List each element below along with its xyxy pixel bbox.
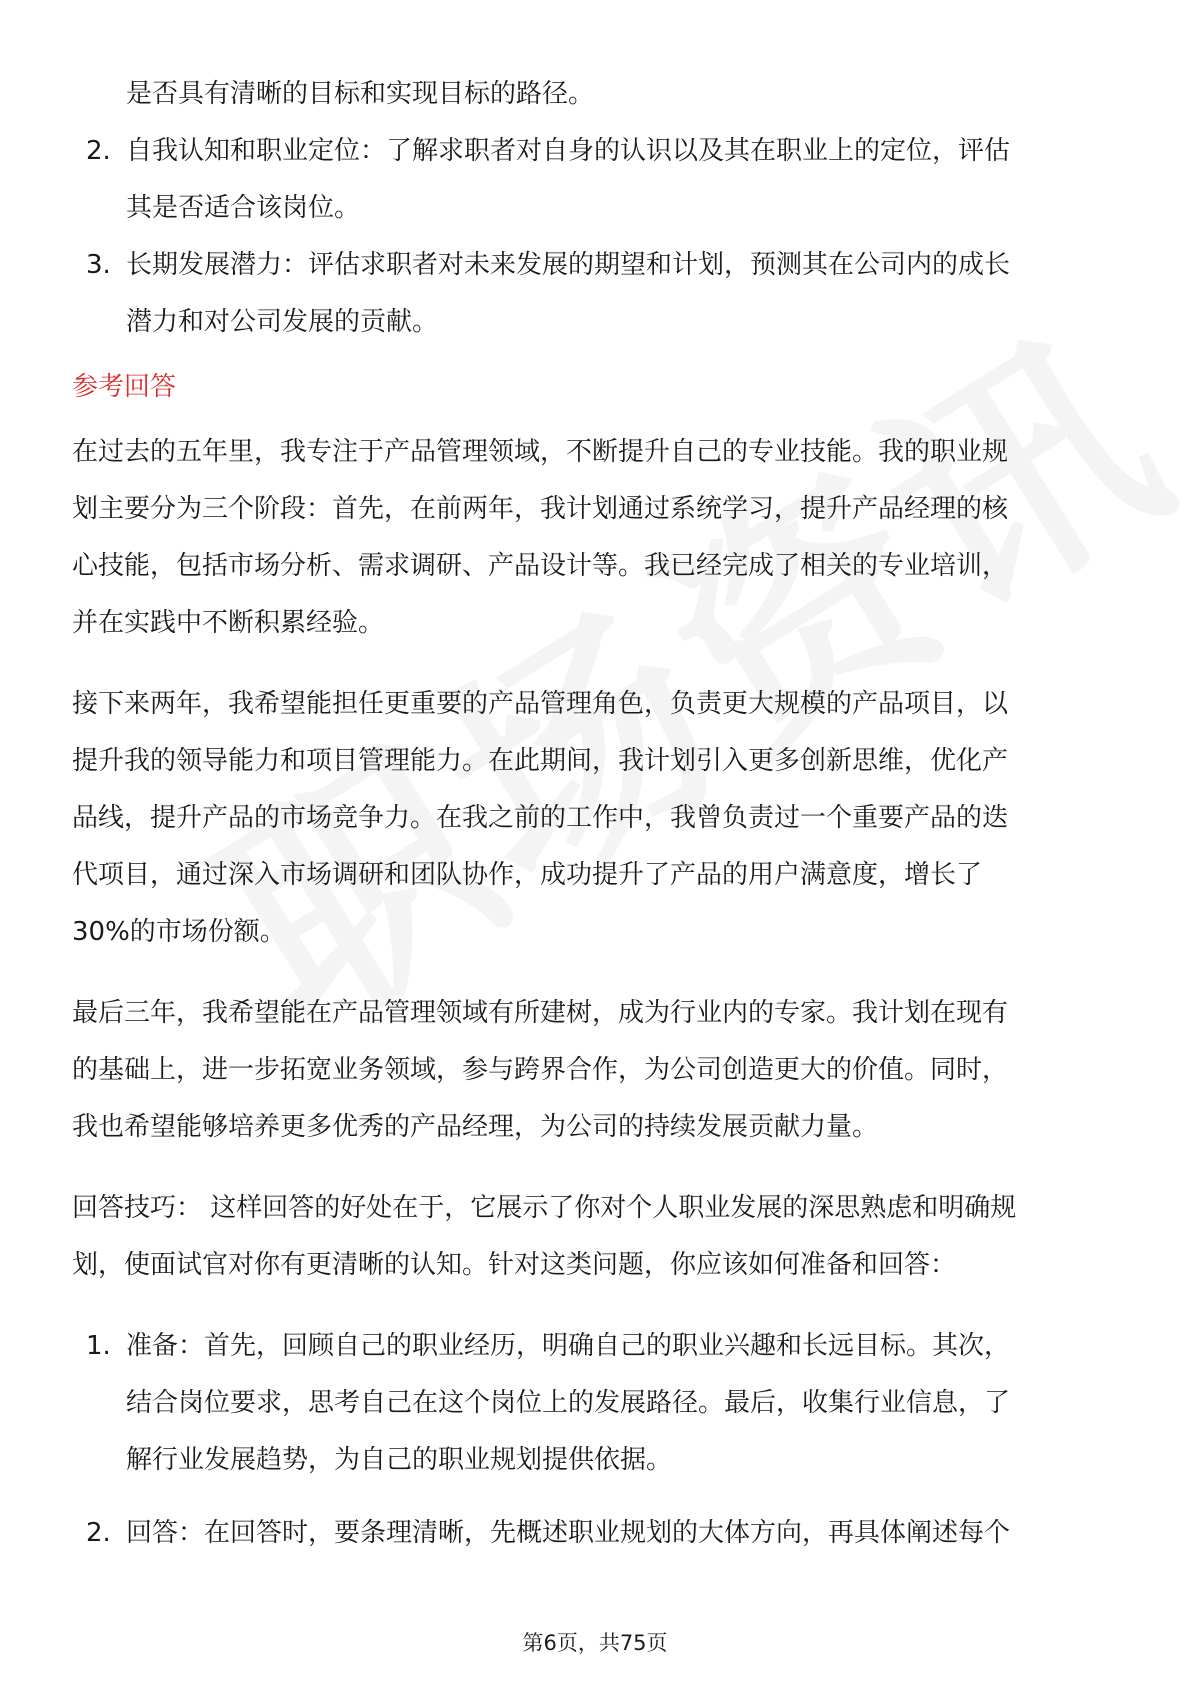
text-line: 划，使面试官对你有更清晰的认知。针对这类问题，你应该如何准备和回答： (72, 1250, 957, 1280)
tips-list (72, 1318, 1122, 1562)
text-line: 划主要分为三个阶段：首先，在前两年，我计划通过系统学习，提升产品经理的核 (72, 494, 1009, 524)
text-line: 接下来两年，我希望能担任更重要的产品管理角色，负责更大规模的产品项目，以 (72, 689, 1009, 719)
text-line: 最后三年，我希望能在产品管理领域有所建树，成为行业内的专家。我计划在现有 (72, 998, 1009, 1028)
list-item (72, 1318, 1122, 1489)
text-line: 自我认知和职业定位：了解求职者对自身的认识以及其在职业上的定位，评估 (126, 136, 1011, 166)
text-line: 的基础上，进一步拓宽业务领域，参与跨界合作，为公司创造更大的价值。同时， (72, 1055, 1009, 1085)
text-line: 解行业发展趋势，为自己的职业规划提供依据。 (126, 1445, 673, 1475)
text-line: 结合岗位要求，思考自己在这个岗位上的发展路径。最后，收集行业信息，了 (126, 1388, 1011, 1418)
section-heading: 参考回答 (72, 372, 177, 402)
text-line: 潜力和对公司发展的贡献。 (126, 307, 439, 337)
paragraph (72, 676, 1122, 961)
page-footer: 第6页，共75页 (522, 1631, 668, 1655)
text-line: 提升我的领导能力和项目管理能力。在此期间，我计划引入更多创新思维，优化产 (72, 746, 1009, 776)
list-spacer (72, 1489, 1122, 1505)
list-item (72, 1505, 1122, 1562)
paragraph (72, 424, 1122, 652)
text-line: 在过去的五年里，我专注于产品管理领域，不断提升自己的专业技能。我的职业规 (72, 437, 1009, 467)
evaluation-list (72, 123, 1122, 351)
text-line: 准备：首先，回顾自己的职业经历，明确自己的职业兴趣和长远目标。其次， (126, 1331, 1011, 1361)
list-number: 3. (86, 250, 111, 280)
text-line: 代项目，通过深入市场调研和团队协作，成功提升了产品的用户满意度，增长了 (72, 860, 983, 890)
text-line: 回答：在回答时，要条理清晰，先概述职业规划的大体方向，再具体阐述每个 (126, 1518, 1011, 1548)
text-line: 我也希望能够培养更多优秀的产品经理，为公司的持续发展贡献力量。 (72, 1112, 879, 1142)
list-item-continuation: 是否具有清晰的目标和实现目标的路径。 (126, 79, 595, 109)
text-line: 心技能，包括市场分析、需求调研、产品设计等。我已经完成了相关的专业培训， (72, 551, 1009, 581)
text-line: 并在实践中不断积累经验。 (72, 608, 385, 638)
text-line: 品线，提升产品的市场竞争力。在我之前的工作中，我曾负责过一个重要产品的迭 (72, 803, 1009, 833)
text-line: 回答技巧： 这样回答的好处在于，它展示了你对个人职业发展的深思熟虑和明确规 (72, 1193, 1017, 1223)
paragraph (72, 985, 1122, 1156)
paragraph-tips (72, 1180, 1122, 1294)
text-line: 30%的市场份额。 (72, 917, 286, 947)
list-number: 2. (86, 136, 111, 166)
list-number: 2. (86, 1518, 111, 1548)
page-content (72, 66, 1122, 1562)
list-item (72, 237, 1122, 351)
list-number: 1. (86, 1331, 111, 1361)
text-line: 其是否适合该岗位。 (126, 193, 361, 223)
list-item (72, 123, 1122, 237)
text-line: 长期发展潜力：评估求职者对未来发展的期望和计划，预测其在公司内的成长 (126, 250, 1011, 280)
